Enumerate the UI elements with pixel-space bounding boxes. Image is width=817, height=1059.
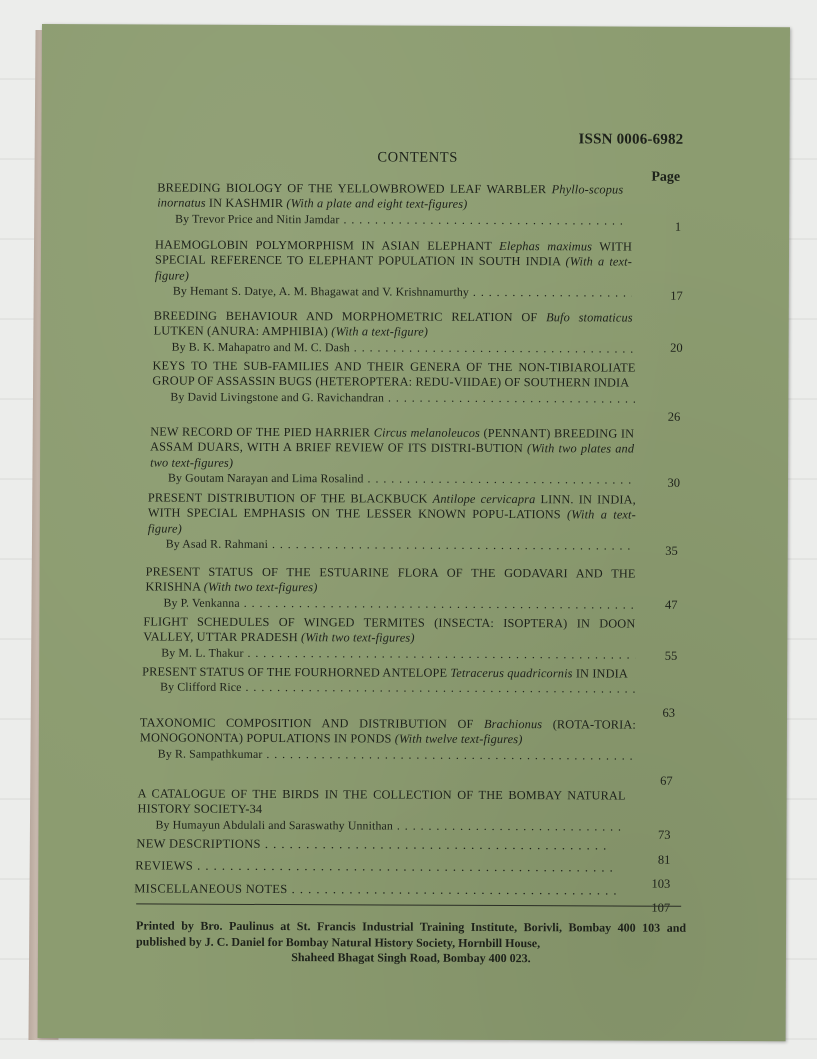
- entry-page-number: 55: [664, 648, 678, 663]
- contents-heading: CONTENTS: [377, 149, 458, 166]
- section-new-descriptions: NEW DESCRIPTIONS . . .: [136, 836, 606, 853]
- entry-authors: By Humayun Abdulali and Saraswathy Unnithan . . .: [137, 817, 625, 834]
- entry-page-number: 20: [670, 340, 683, 355]
- toc-entry: [140, 715, 636, 763]
- entry-authors: By David Livingstone and G. Ravichandran . . .: [152, 389, 635, 406]
- entry-title: PRESENT STATUS OF THE ESTUARINE FLORA OF THE GODAVARI AND THE KRISHNA (With two text-figures): [145, 564, 636, 595]
- entry-page-number: 73: [657, 827, 671, 842]
- entry-authors: By Asad R. Rahmani . . .: [148, 536, 636, 553]
- entry-authors: By B. K. Mahapatro and M. C. Dash . . .: [154, 339, 633, 356]
- entry-authors: By M. L. Thakur . . .: [143, 645, 635, 662]
- issn-number: ISSN 0006-6982: [578, 131, 684, 148]
- entry-authors: By Trevor Price and Nitin Jamdar . . .: [157, 211, 623, 228]
- entry-title: BREEDING BEHAVIOUR AND MORPHOMETRIC RELATION OF Bufo stomaticus LUTKEN (ANURA: AMPHIBIA) (With a text-figure): [153, 308, 633, 339]
- entry-title: NEW RECORD OF THE PIED HARRIER Circus melanoleucos (PENNANT) BREEDING IN ASSAM DUARS, WITH A BRIEF REVIEW OF ITS DISTRI-BUTION (With two plates and two text-figures): [150, 424, 635, 470]
- entry-title: FLIGHT SCHEDULES OF WINGED TERMITES (INSECTA: ISOPTERA) IN DOON VALLEY, UTTAR PRADESH (With two text-figures): [143, 614, 636, 645]
- imprint-text: Printed by Bro. Paulinus at St. Francis Industrial Training Institute, Borivli, Bombay 400 103 and published by J. C. Daniel for Bombay Natural History Society, Hornbill House,: [135, 918, 687, 950]
- imprint-address: Shaheed Bhagat Singh Road, Bombay 400 023.: [291, 950, 531, 966]
- entry-page-number: 26: [667, 409, 681, 424]
- entry-authors: By P. Venkanna . . .: [145, 595, 635, 612]
- toc-entry: [145, 564, 635, 612]
- toc-entry: [142, 664, 638, 697]
- entry-title: A CATALOGUE OF THE BIRDS IN THE COLLECTION OF THE BOMBAY NATURAL HISTORY SOCIETY-34: [137, 786, 626, 817]
- toc-entry: [148, 490, 636, 553]
- toc-entry: [143, 614, 635, 662]
- toc-entry: [157, 181, 623, 229]
- entry-authors: By R. Sampathkumar . . .: [140, 746, 636, 763]
- section-reviews: REVIEWS . . .: [135, 858, 615, 875]
- entry-page-number: 30: [667, 475, 681, 490]
- section-page-number: 103: [651, 876, 671, 891]
- toc-entry: [137, 786, 625, 834]
- toc-entry: [152, 358, 635, 406]
- entry-page-number: 67: [660, 773, 673, 788]
- section-page-number: 81: [657, 852, 671, 867]
- section-page-number: 107: [651, 900, 671, 915]
- journal-back-cover: [38, 24, 790, 1041]
- entry-title: BREEDING BIOLOGY OF THE YELLOWBROWED LEAF WARBLER Phyllo-scopus inornatus IN KASHMIR (With a plate and eight text-figures): [157, 180, 624, 212]
- toc-entry: [154, 308, 633, 356]
- entry-title: KEYS TO THE SUB-FAMILIES AND THEIR GENERA OF THE NON-TIBIAROLIATE GROUP OF ASSASSIN BUGS (HETEROPTERA: REDU-VIIDAE) OF SOUTHERN INDIA: [152, 358, 636, 390]
- entry-title: PRESENT STATUS OF THE FOURHORNED ANTELOPE Tetracerus quadricornis IN INDIA: [142, 664, 628, 681]
- entry-authors: By Goutam Narayan and Lima Rosalind . . .: [150, 470, 634, 487]
- entry-page-number: 47: [664, 597, 678, 612]
- entry-authors: By Hemant S. Datye, A. M. Bhagawat and V. Krishnamurthy . . .: [155, 283, 632, 300]
- page-column-heading: Page: [651, 169, 681, 185]
- entry-page-number: 1: [674, 219, 682, 234]
- toc-entry: [150, 424, 634, 487]
- entry-page-number: 63: [662, 705, 676, 720]
- section-miscellaneous-notes: MISCELLANEOUS NOTES . . .: [134, 881, 619, 898]
- entry-title: TAXONOMIC COMPOSITION AND DISTRIBUTION OF Brachionus (ROTA-TORIA: MONOGONONTA) POPULATIONS IN PONDS (With twelve text-figures): [139, 715, 636, 747]
- divider-rule: [136, 903, 681, 906]
- entry-title: HAEMOGLOBIN POLYMORPHISM IN ASIAN ELEPHANT Elephas maximus WITH SPECIAL REFERENCE TO ELEPHANT POPULATION IN SOUTH INDIA (With a text-figure): [154, 237, 633, 283]
- entry-page-number: 17: [670, 288, 683, 303]
- entry-title: PRESENT DISTRIBUTION OF THE BLACKBUCK Antilope cervicapra LINN. IN INDIA, WITH SPECIAL EMPHASIS ON THE LESSER KNOWN POPU-LATIONS (With a text-figure): [147, 490, 636, 536]
- printer-imprint: [136, 918, 686, 967]
- toc-entry: [155, 237, 632, 300]
- entry-authors: By Clifford Rice . . .: [142, 680, 638, 697]
- entry-page-number: 35: [665, 543, 678, 558]
